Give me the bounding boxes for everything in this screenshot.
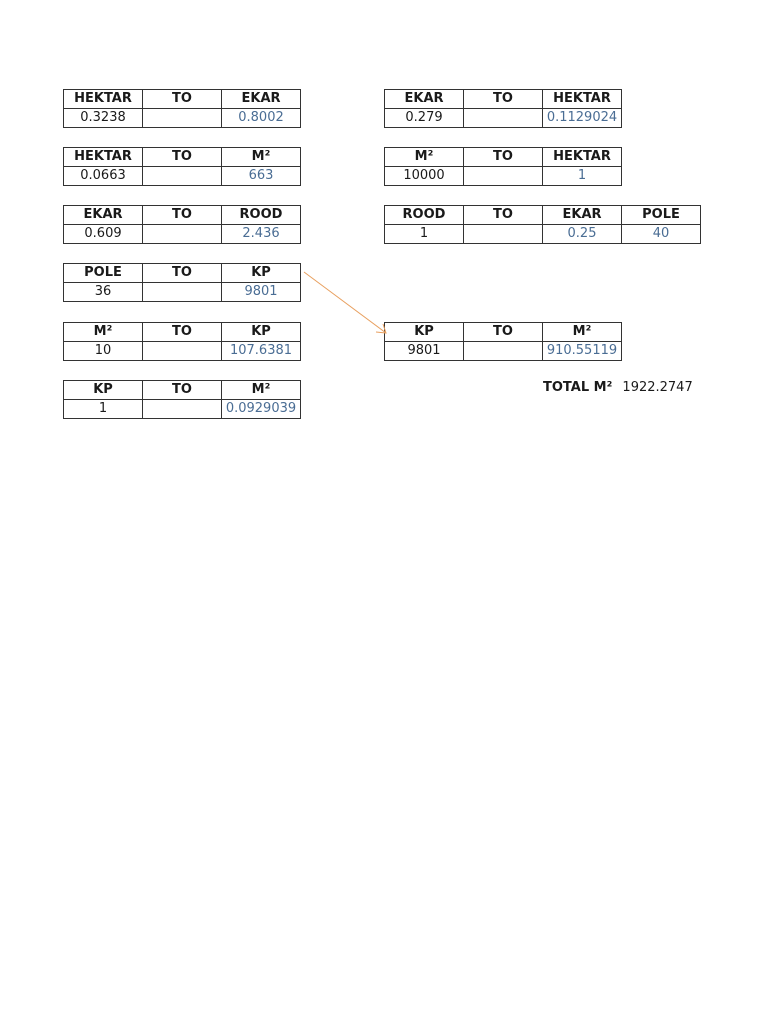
- total-label: TOTAL M²: [543, 380, 613, 395]
- result-cell[interactable]: 2.436: [222, 225, 301, 244]
- result-cell[interactable]: 663: [222, 167, 301, 186]
- input-cell[interactable]: 0.0663: [64, 167, 143, 186]
- result-cell[interactable]: 910.55119: [543, 342, 622, 361]
- header-cell: M²: [222, 381, 301, 400]
- input-cell[interactable]: 9801: [385, 342, 464, 361]
- header-cell: HEKTAR: [543, 148, 622, 167]
- header-cell: ROOD: [222, 206, 301, 225]
- result-cell[interactable]: 0.1129024: [543, 109, 622, 128]
- header-cell: POLE: [64, 264, 143, 283]
- input-cell[interactable]: 1: [385, 225, 464, 244]
- header-cell: HEKTAR: [543, 90, 622, 109]
- result-cell[interactable]: 0.25: [543, 225, 622, 244]
- result-cell[interactable]: 0.8002: [222, 109, 301, 128]
- input-cell[interactable]: 1: [64, 400, 143, 419]
- header-cell: M²: [64, 323, 143, 342]
- input-cell[interactable]: 0.609: [64, 225, 143, 244]
- input-cell[interactable]: 36: [64, 283, 143, 302]
- arrow-line: [304, 272, 386, 333]
- header-cell: M²: [543, 323, 622, 342]
- header-cell: TO: [143, 148, 222, 167]
- header-cell: EKAR: [222, 90, 301, 109]
- header-cell: TO: [143, 206, 222, 225]
- header-cell: TO: [464, 206, 543, 225]
- header-cell: HEKTAR: [64, 148, 143, 167]
- header-cell: M²: [385, 148, 464, 167]
- header-cell: ROOD: [385, 206, 464, 225]
- result-cell[interactable]: 9801: [222, 283, 301, 302]
- result-cell[interactable]: 40: [622, 225, 701, 244]
- result-cell[interactable]: 1: [543, 167, 622, 186]
- input-cell[interactable]: 0.279: [385, 109, 464, 128]
- result-cell[interactable]: 0.0929039: [222, 400, 301, 419]
- header-cell: TO: [143, 264, 222, 283]
- input-cell[interactable]: 0.3238: [64, 109, 143, 128]
- header-cell: TO: [143, 323, 222, 342]
- header-cell: TO: [464, 90, 543, 109]
- total-m2: [543, 380, 693, 395]
- header-cell: KP: [222, 264, 301, 283]
- result-cell[interactable]: 107.6381: [222, 342, 301, 361]
- input-cell[interactable]: 10000: [385, 167, 464, 186]
- header-cell: HEKTAR: [64, 90, 143, 109]
- header-cell: M²: [222, 148, 301, 167]
- header-cell: TO: [464, 148, 543, 167]
- header-cell: EKAR: [385, 90, 464, 109]
- input-cell[interactable]: 10: [64, 342, 143, 361]
- header-cell: EKAR: [64, 206, 143, 225]
- header-cell: TO: [464, 323, 543, 342]
- header-cell: POLE: [622, 206, 701, 225]
- header-cell: EKAR: [543, 206, 622, 225]
- header-cell: KP: [222, 323, 301, 342]
- total-value: 1922.2747: [622, 380, 693, 395]
- header-cell: KP: [385, 323, 464, 342]
- header-cell: TO: [143, 381, 222, 400]
- header-cell: KP: [64, 381, 143, 400]
- header-cell: TO: [143, 90, 222, 109]
